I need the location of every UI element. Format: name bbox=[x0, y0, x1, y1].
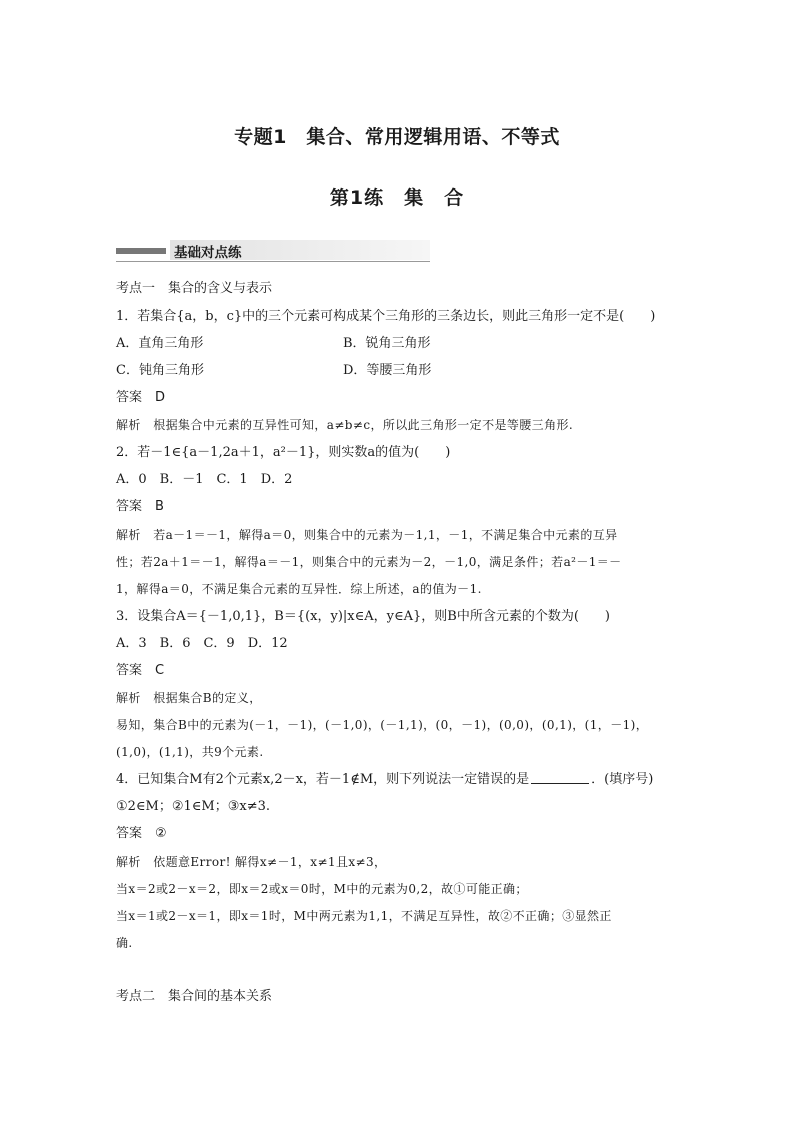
question-3-explanation-line-2: 易知，集合B中的元素为(－1，－1)，(－1,0)，(－1,1)，(0，－1)，(0,0)，(0,1)，(1，－1)， bbox=[116, 718, 649, 732]
lesson-title: 第1练 集 合 bbox=[329, 187, 465, 209]
question-4-stem-text: 4．已知集合M有2个元素x,2－x，若－1∉M，则下列说法一定错误的是 bbox=[116, 772, 530, 787]
question-4-stem-suffix: ．(填序号) bbox=[591, 772, 654, 787]
question-3-answer: 答案 C bbox=[116, 663, 165, 678]
question-3-explanation-line-1: 解析 根据集合B的定义， bbox=[116, 691, 262, 705]
question-1-option-a: A．直角三角形 bbox=[116, 336, 204, 351]
chapter-title: 专题1 集合、常用逻辑用语、不等式 bbox=[234, 126, 560, 148]
question-2-stem: 2．若－1∈{a－1,2a＋1，a²－1}，则实数a的值为( ) bbox=[116, 445, 451, 460]
question-1-stem: 1．若集合{a，b，c}中的三个元素可构成某个三角形的三条边长，则此三角形一定不是( ) bbox=[116, 309, 656, 324]
question-4-explanation-line-1: 解析 依题意Error! 解得x≠－1，x≠1且x≠3， bbox=[116, 855, 387, 869]
question-1-option-d: D．等腰三角形 bbox=[343, 363, 432, 378]
section-label: 基础对点练 bbox=[174, 245, 242, 261]
section-header bbox=[116, 240, 430, 262]
question-3-options: A．3 B．6 C．9 D．12 bbox=[116, 636, 288, 651]
question-4-answer: 答案 ② bbox=[116, 826, 167, 841]
question-4-stem bbox=[116, 771, 653, 789]
question-4-explanation-line-2: 当x＝2或2－x＝2，即x＝2或x＝0时，M中的元素为0,2，故①可能正确； bbox=[116, 882, 528, 896]
question-2-options: A．0 B．－1 C．1 D．2 bbox=[116, 472, 293, 487]
question-4-explanation-line-4: 确. bbox=[116, 936, 133, 950]
question-2-explanation-line-3: 1，解得a＝0，不满足集合元素的互异性．综上所述，a的值为－1. bbox=[116, 582, 482, 596]
question-2-explanation-line-1: 解析 若a－1＝－1，解得a＝0，则集合中的元素为－1,1，－1，不满足集合中元素的互异 bbox=[116, 528, 618, 542]
question-1-explanation: 解析 根据集合中元素的互异性可知，a≠b≠c，所以此三角形一定不是等腰三角形. bbox=[116, 418, 574, 432]
question-4-explanation-line-3: 当x＝1或2－x＝1，即x＝1时，M中两元素为1,1，不满足互异性，故②不正确；③显然正 bbox=[116, 909, 612, 923]
question-4-items: ①2∈M；②1∈M；③x≠3. bbox=[116, 799, 271, 814]
section-bar bbox=[116, 248, 166, 254]
question-1-option-c: C．钝角三角形 bbox=[116, 363, 204, 378]
question-2-answer: 答案 B bbox=[116, 499, 164, 514]
topic-heading-2: 考点二 集合间的基本关系 bbox=[116, 989, 273, 1004]
question-1-option-b: B．锐角三角形 bbox=[343, 336, 431, 351]
topic-heading-1: 考点一 集合的含义与表示 bbox=[116, 281, 273, 296]
question-3-explanation-line-3: (1,0)，(1,1)，共9个元素. bbox=[116, 745, 264, 759]
question-3-stem: 3．设集合A＝{－1,0,1}，B＝{(x，y)|x∈A，y∈A}，则B中所含元素的个数为( ) bbox=[116, 609, 610, 624]
section-rule bbox=[116, 261, 430, 262]
question-1-answer: 答案 D bbox=[116, 390, 166, 405]
question-2-explanation-line-2: 性；若2a＋1＝－1，解得a＝－1，则集合中的元素为－2，－1,0，满足条件；若a²－1＝－ bbox=[116, 555, 622, 569]
answer-blank[interactable] bbox=[531, 771, 589, 784]
